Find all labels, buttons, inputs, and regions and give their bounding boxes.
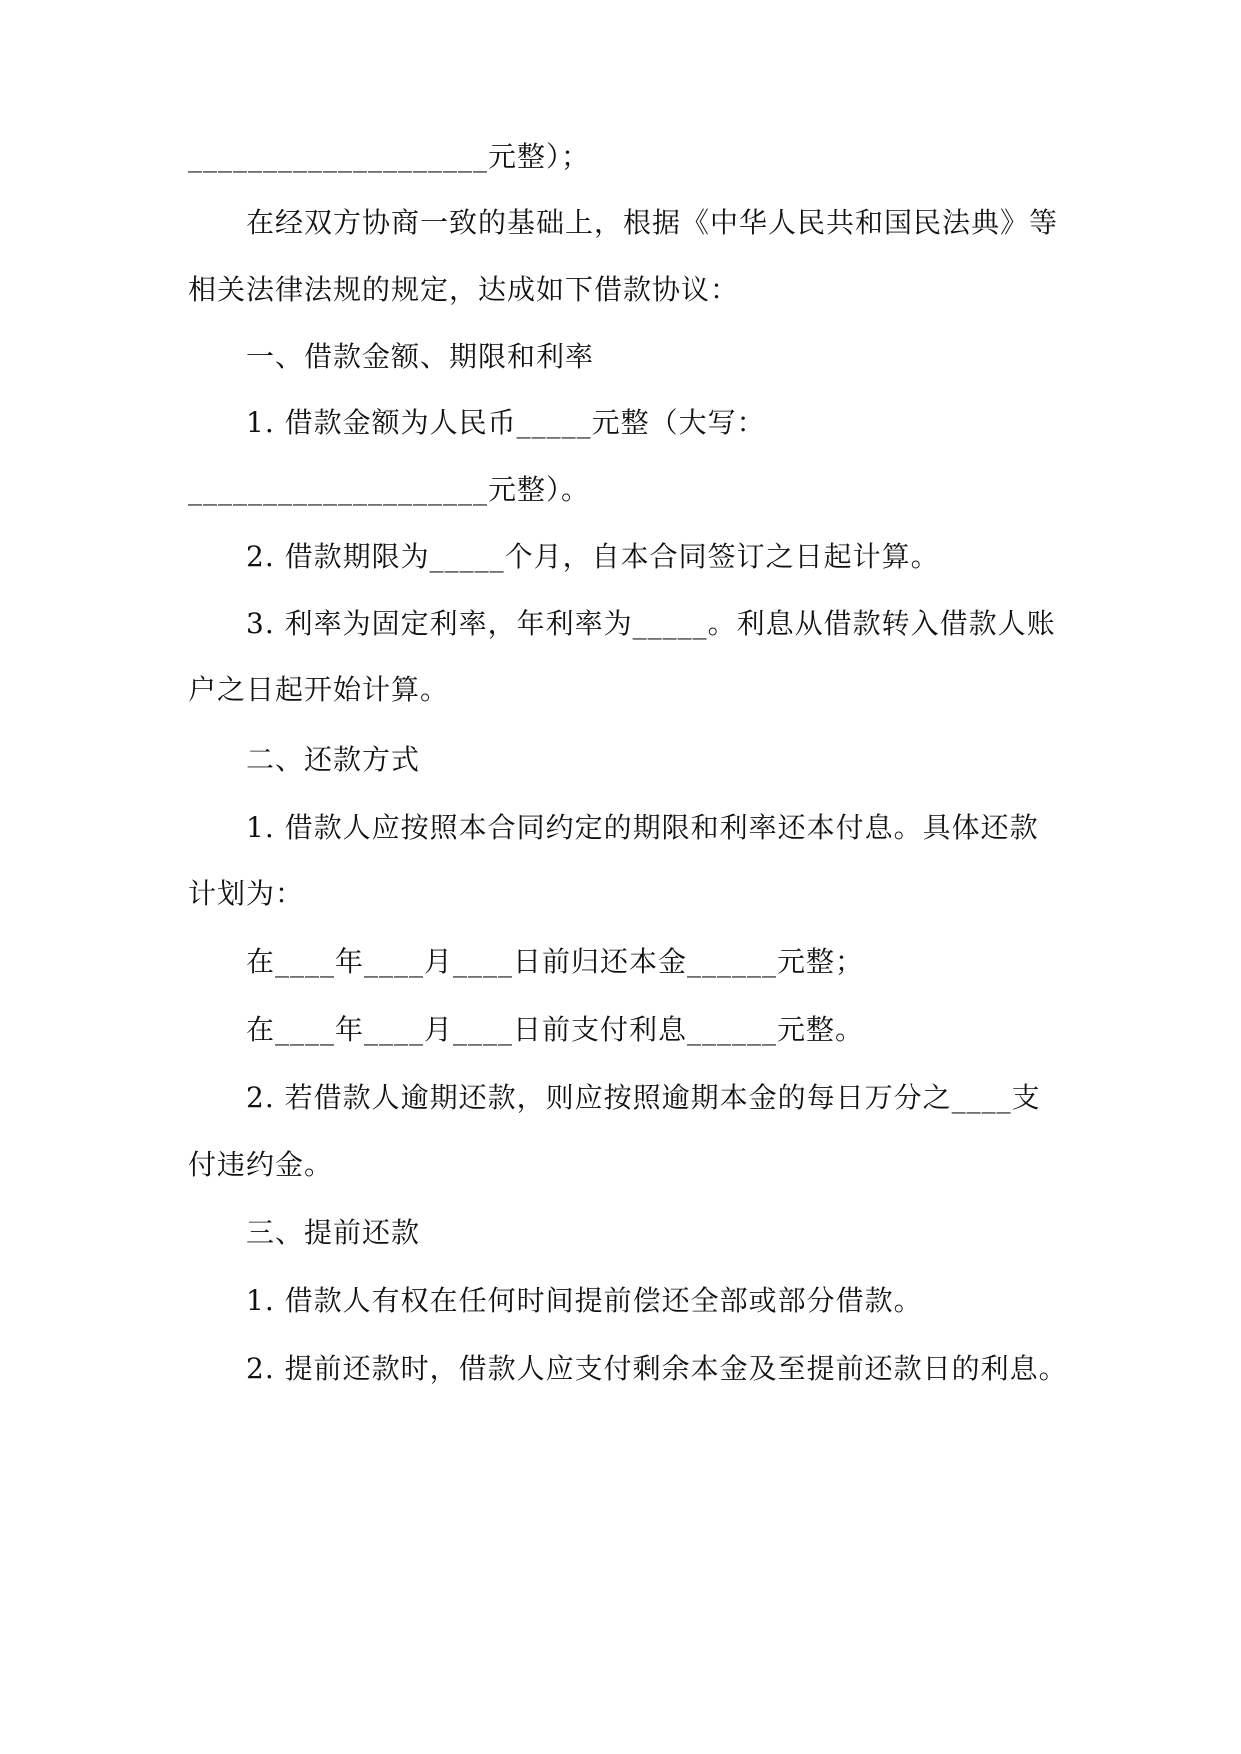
repayment-principal-line: 在____年____月____日前归还本金______元整； — [246, 945, 865, 978]
clause-2-2-cont: 付违约金。 — [188, 1148, 334, 1181]
clause-1-1: 1. 借款金额为人民币_____元整（大写： — [246, 406, 766, 439]
clause-1-1-cont: ____________________元整）。 — [188, 473, 591, 506]
line-preamble-2: 相关法律法规的规定，达成如下借款协议： — [188, 273, 740, 306]
section-heading-3: 三、提前还款 — [246, 1216, 421, 1249]
line-amount-uppercase-end: ____________________元整）； — [188, 140, 591, 173]
clause-2-1-cont: 计划为： — [188, 877, 305, 910]
clause-3-1: 1. 借款人有权在任何时间提前偿还全部或部分借款。 — [246, 1284, 923, 1317]
clause-1-3: 3. 利率为固定利率，年利率为_____。利息从借款转入借款人账 — [246, 607, 1056, 640]
clause-2-1: 1. 借款人应按照本合同约定的期限和利率还本付息。具体还款 — [246, 811, 1039, 844]
clause-1-2: 2. 借款期限为_____个月，自本合同签订之日起计算。 — [246, 540, 940, 573]
repayment-interest-line: 在____年____月____日前支付利息______元整。 — [246, 1013, 865, 1046]
clause-1-3-cont: 户之日起开始计算。 — [188, 673, 450, 706]
clause-2-2: 2. 若借款人逾期还款，则应按照逾期本金的每日万分之____支 — [246, 1081, 1041, 1114]
section-heading-2: 二、还款方式 — [246, 743, 421, 776]
clause-3-2: 2. 提前还款时，借款人应支付剩余本金及至提前还款日的利息。 — [246, 1352, 1068, 1385]
line-preamble-1: 在经双方协商一致的基础上，根据《中华人民共和国民法典》等 — [246, 206, 1059, 239]
section-heading-1: 一、借款金额、期限和利率 — [246, 340, 595, 373]
